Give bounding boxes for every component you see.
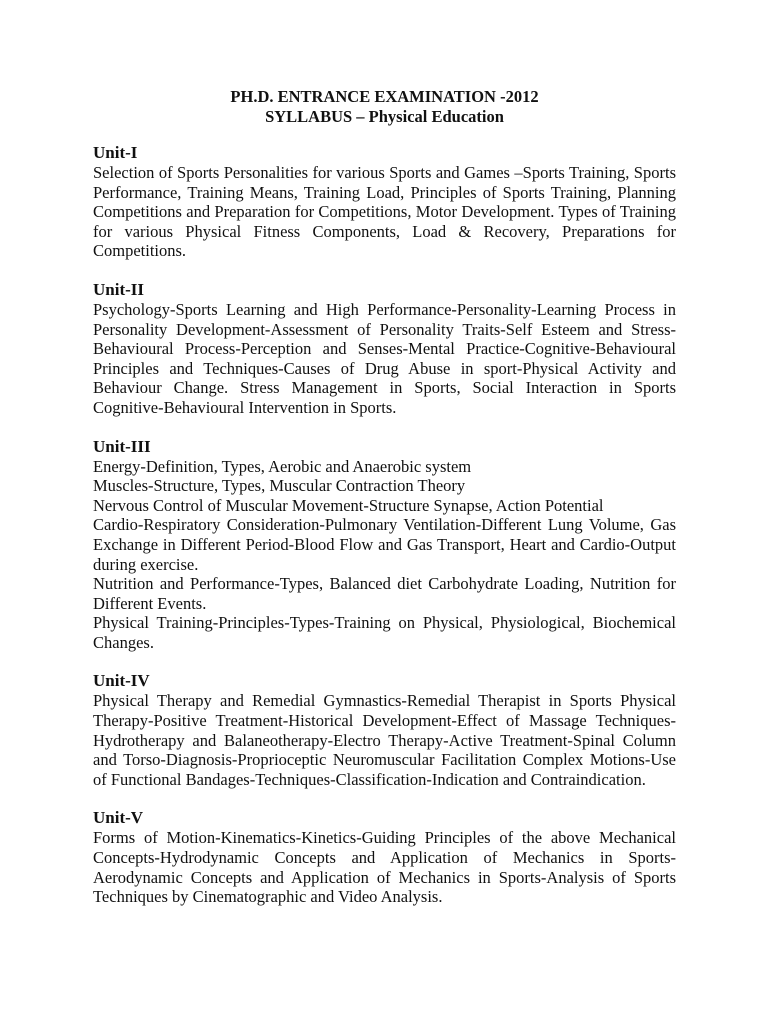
unit-3-nutrition-paragraph: Nutrition and Performance-Types, Balanced diet Carbohydrate Loading, Nutrition for Different Events. (93, 574, 676, 613)
unit-1-heading: Unit-I (93, 143, 138, 162)
document-subtitle: SYLLABUS – Physical Education (265, 107, 504, 126)
document-title: PH.D. ENTRANCE EXAMINATION -2012 (230, 87, 539, 106)
unit-4-heading: Unit-IV (93, 671, 150, 691)
unit-3-heading: Unit-III (93, 436, 151, 456)
unit-5-body: Forms of Motion-Kinematics-Kinetics-Guiding Principles of the above Mechanical Concepts-Hydrodynamic Concepts and Application of Mechanics in Sports-Aerodynamic Concepts and Application of Mechanics in Sports-Analysis of Sports Techniques by Cinematographic and Video Analysis. (93, 828, 676, 907)
unit-3-line-muscles: Muscles-Structure, Types, Muscular Contraction Theory (93, 476, 466, 496)
unit-1-body: Selection of Sports Personalities for various Sports and Games –Sports Training, Sports Performance, Training Means, Training Load, Principles of Sports Training, Planning Competitions and Preparation for Competitions, Motor Development. Types of Training for various Physical Fitness Components, Load & Recovery, Preparations for Competitions. (93, 163, 676, 261)
unit-2-section (93, 280, 676, 418)
unit-3-line-energy: Energy-Definition, Types, Aerobic and Anaerobic system (93, 456, 472, 476)
unit-4-section (93, 671, 676, 789)
document-title-block (93, 87, 676, 127)
unit-5-section (93, 808, 676, 906)
unit-5-heading: Unit-V (93, 808, 144, 828)
unit-2-body: Psychology-Sports Learning and High Performance-Personality-Learning Process in Personality Development-Assessment of Personality Traits-Self Esteem and Stress-Behavioural Process-Perception and Senses-Mental Practice-Cognitive-Behavioural Principles and Techniques-Causes of Drug Abuse in sport-Physical Activity and Behaviour Change. Stress Management in Sports, Social Interaction in Sports Cognitive-Behavioural Intervention in Sports. (93, 299, 676, 417)
document-page (93, 87, 676, 926)
unit-4-body: Physical Therapy and Remedial Gymnastics-Remedial Therapist in Sports Physical Therapy-Positive Treatment-Historical Development-Effect of Massage Techniques-Hydrotherapy and Balaneotherapy-Electro Therapy-Active Treatment-Spinal Column and Torso-Diagnosis-Proprioceptic Neuromuscular Facilitation Complex Motions-Use of Functional Bandages-Techniques-Classification-Indication and Contraindication. (93, 691, 676, 789)
unit-2-heading: Unit-II (93, 279, 145, 299)
unit-3-training-paragraph: Physical Training-Principles-Types-Training on Physical, Physiological, Biochemical Changes. (93, 613, 676, 652)
unit-1-section (93, 143, 676, 261)
unit-3-line-nervous: Nervous Control of Muscular Movement-Structure Synapse, Action Potential (93, 495, 604, 515)
unit-3-section (93, 437, 676, 653)
unit-3-cardio-paragraph: Cardio-Respiratory Consideration-Pulmonary Ventilation-Different Lung Volume, Gas Exchange in Different Period-Blood Flow and Gas Transport, Heart and Cardio-Output during exercise. (93, 515, 676, 574)
